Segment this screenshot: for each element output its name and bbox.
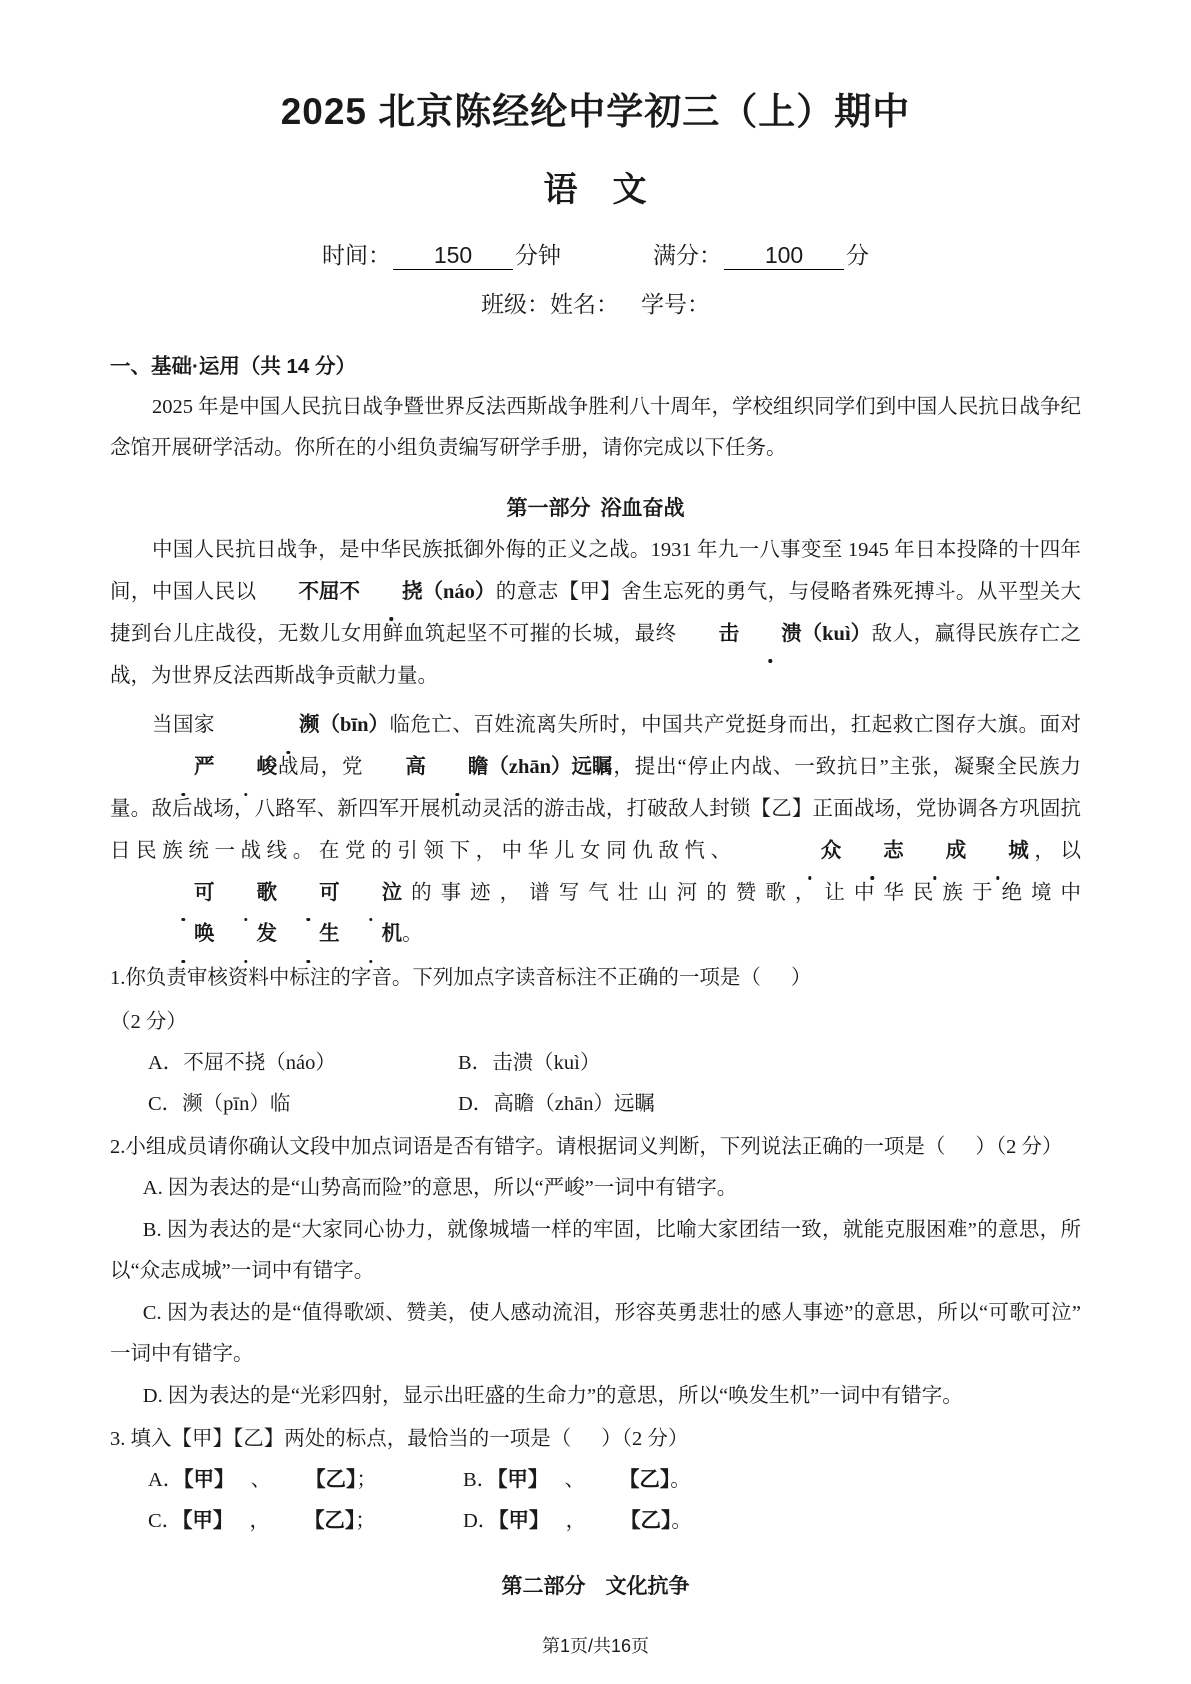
p1-run-3: 敌人，赢得民族存亡之战，为世界反法西斯战争贡献力量。 (110, 622, 1082, 687)
question-1-options (110, 1043, 1081, 1125)
q1-option-d-text: 高瞻（zhān）远瞩 (493, 1093, 656, 1116)
q1-stem-line1: 1.你负责审核资料中标注的字音。下列加点字读音标注不正确的一项是（ (110, 967, 761, 990)
part-two-label: 第二部分 (501, 1575, 586, 1599)
q1-option-b-key: B． (458, 1052, 493, 1075)
p1-run-2: 的意志【甲】舍生忘死的勇气，与侵略者殊死搏斗。从平型关大捷到台儿庄战役，无数儿女用鲜血筑起坚不可摧的长城，最终 (110, 580, 1082, 645)
q3-option-b-punc-2: 。 (670, 1469, 691, 1492)
q3-option-d-second-bracket: 【乙】 (620, 1510, 672, 1533)
p2-run-2: 临危亡、百姓流离失所时，中国共产党挺身而出，扛起救亡图存大旗。面对 (388, 714, 1082, 737)
q3-option-d-key: D． (463, 1510, 499, 1533)
part-one-label: 第一部分 (506, 497, 591, 521)
q3-option-a-first-bracket: 【甲】 (183, 1469, 235, 1492)
page-title: 2025 北京陈经纶中学初三（上）期中 (280, 91, 911, 132)
subject-title (110, 162, 1081, 211)
question-1-stem (110, 958, 1081, 999)
passage-paragraph-2 (110, 705, 1081, 956)
q3-option-b-first-bracket: 【甲】 (497, 1469, 549, 1492)
q2-option-a[interactable]: A. 因为表达的是“山势高而险”的意思，所以“严峻”一词中有错字。 (142, 1177, 738, 1200)
p2-run-5: ，以 (1028, 839, 1082, 862)
q3-option-b-key: B． (463, 1469, 498, 1492)
exam-meta-row (110, 237, 1081, 270)
q3-option-c-punc-2: ； (355, 1510, 376, 1533)
q3-option-b-second-bracket: 【乙】 (618, 1469, 671, 1492)
q3-option-c[interactable] (110, 1501, 455, 1542)
p2-bold-bin: 濒（bīn） (215, 714, 389, 736)
q3-option-c-first-bracket: 【甲】 (182, 1510, 234, 1533)
q3-option-a-punc-1: 、 (250, 1469, 272, 1492)
q1-option-b[interactable] (440, 1043, 600, 1084)
p1-bold-buqubunao: 不屈不 挠（náo） (256, 581, 495, 603)
q3-option-c-punc-1: ， (249, 1510, 270, 1533)
q1-option-a[interactable] (110, 1043, 440, 1084)
p2-bold-huanfashengji: 唤 发 生 机 (110, 923, 402, 945)
q3-option-a-second-bracket: 【乙】 (305, 1469, 357, 1492)
q3-option-c-second-bracket: 【乙】 (303, 1510, 356, 1533)
section-one-heading: 一、基础·运用（共 14 分） (110, 354, 357, 378)
q3-option-b-punc-1: 、 (564, 1469, 585, 1492)
p2-run-6: 的事迹，谱写气壮山河的赞歌，让中华民族于绝境中 (402, 881, 1081, 904)
p2-bold-kegekeqi: 可 歌 可 泣 (110, 882, 402, 904)
p2-bold-gaozhanyuanzhu: 高 瞻（zhān）远瞩 (363, 756, 612, 778)
class-label: 班级： (481, 290, 550, 317)
section-one-intro: 2025 年是中国人民抗日战争暨世界反法西斯战争胜利八十周年，学校组织同学们到中国人民抗日战争纪念馆开展研学活动。你所在的小组负责编写研学手册，请你完成以下任务。 (110, 395, 1081, 460)
question-3-stem (110, 1419, 1081, 1460)
p2-run-4: ，提出“停止内战、一致抗日”主张，凝聚全民族力量。敌后战场，八路军、新四军开展机动灵活的游击战，打破敌人封锁【乙】正面战场，党协调各方巩固抗日民族统一战线。在党的引领下，中华儿女同仇敌忾、 (110, 756, 1081, 862)
q3-stem-tail: ）（2 分） (601, 1427, 689, 1450)
p2-bold-zhongzhichengcheng: 众 志 成 城 (737, 840, 1029, 862)
question-1-points: （2 分） (110, 1010, 187, 1033)
student-info-row (110, 286, 1081, 319)
q3-option-a[interactable] (110, 1460, 455, 1501)
q3-option-b[interactable] (455, 1460, 691, 1501)
passage-paragraph-1 (110, 530, 1081, 697)
q3-stem-text: 3. 填入【甲】【乙】两处的标点，最恰当的一项是（ (110, 1427, 572, 1450)
q2-stem-tail: ）（2 分） (975, 1136, 1063, 1159)
time-unit: 分钟 (515, 241, 561, 268)
q2-option-d[interactable]: D. 因为表达的是“光彩四射，显示出旺盛的生命力”的意思，所以“唤发生机”一词中有错字。 (142, 1384, 963, 1407)
q1-option-a-text: 不屈不挠（náo） (183, 1052, 336, 1075)
part-two-title: 文化抗争 (605, 1575, 690, 1599)
q1-option-c[interactable] (110, 1084, 440, 1125)
q1-option-b-text: 击溃（kuì） (492, 1052, 601, 1075)
q3-option-d[interactable] (455, 1501, 692, 1542)
q2-option-c[interactable]: C. 因为表达的是“值得歌颂、赞美，使人感动流泪，形容英勇悲壮的感人事迹”的意思，所以“可歌可泣”一词中有错字。 (110, 1301, 1081, 1366)
q3-option-row-1 (110, 1460, 1081, 1501)
name-label: 姓名： (550, 290, 619, 317)
p2-run-3: 战局，党 (277, 756, 364, 779)
q1-option-row-2 (110, 1084, 1081, 1125)
q3-option-a-key: A． (148, 1469, 184, 1492)
q3-option-d-first-bracket: 【甲】 (498, 1510, 550, 1533)
q2-stem-text: 2.小组成员请你确认文段中加点词语是否有错字。请根据词义判断，下列说法正确的一项是（ (110, 1136, 946, 1159)
subject-char-1: 语 (543, 170, 579, 209)
q1-option-d[interactable] (440, 1084, 655, 1125)
score-label: 满分： (653, 241, 722, 268)
q3-option-c-key: C． (148, 1510, 183, 1533)
score-unit: 分 (846, 241, 869, 268)
part-two-heading (110, 1570, 1081, 1600)
student-id-label: 学号： (641, 290, 710, 317)
q2-option-b[interactable]: B. 因为表达的是“大家同心协力，就像城墙一样的牢固，比喻大家团结一致，就能克服困难”的意思，所以“众志成城”一词中有错字。 (110, 1218, 1081, 1283)
q1-option-c-text: 濒（pīn）临 (182, 1093, 291, 1116)
score-value: 100 (724, 243, 844, 270)
subject-char-2: 文 (612, 170, 648, 209)
p2-bold-yanjun: 严 峻 (110, 756, 277, 778)
part-one-title: 浴血奋战 (600, 497, 685, 521)
time-label: 时间： (322, 241, 391, 268)
q1-option-a-key: A． (148, 1052, 184, 1075)
question-3-options (110, 1460, 1081, 1542)
question-2-stem (110, 1127, 1081, 1168)
q3-option-row-2 (110, 1501, 1081, 1542)
q1-stem-close: ） (790, 967, 812, 990)
p2-run-1: 当国家 (152, 714, 215, 737)
q1-option-row-1 (110, 1043, 1081, 1084)
q1-option-c-key: C． (148, 1093, 183, 1116)
p2-run-7: 。 (402, 923, 423, 946)
part-one-heading (110, 492, 1081, 522)
time-value: 150 (393, 243, 513, 270)
p1-run-1: 中国人民抗日战争，是中华民族抵御外侮的正义之战。1931 年九一八事变至 1945 年日本投降的十四年间，中国人民以 (110, 539, 1081, 603)
q3-option-d-punc-2: 。 (671, 1510, 692, 1533)
p1-bold-jikui: 击 溃（kuì） (677, 623, 872, 645)
q1-option-d-key: D． (458, 1093, 494, 1116)
page-footer: 第1页/共16页 (541, 1636, 650, 1656)
q3-option-d-punc-1: ， (565, 1510, 587, 1533)
q3-option-a-punc-2: ； (356, 1469, 377, 1492)
